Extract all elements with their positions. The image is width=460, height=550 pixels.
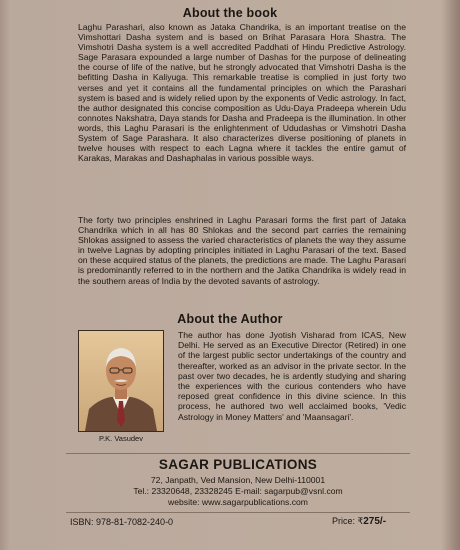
about-book-heading: About the book [182,6,278,20]
about-book-paragraph-2: The forty two principles enshrined in Laghu Parasari forms the first part of Jataka Chandrika which in all has 80 Shlokas and the second part carries the remaining Shlokas assigned to assess the varied characteristics of planets the way they assume in twelve Lagnas by adopting principles initiated in Laghu Parasari of the text. Based on these acquired status of the planets, the predictions are made. The Laghu Parasari is predominantly referred to in the northern and the Jatika Chandrika is widely read in the southern areas of India by the devoted savants of astrology. [78,215,406,286]
publisher-contact: Tel.: 23320648, 23328245 E-mail: sagarpub@vsnl.com [133,486,343,496]
author-photo [78,330,164,432]
price-label: Price: ₹ [332,516,364,526]
author-photo-caption: P.K. Vasudev [99,434,143,443]
publisher-info-box [66,453,410,513]
about-author-heading: About the Author [177,312,283,326]
price-tag [332,516,386,527]
spine-shadow [442,0,460,550]
about-book-paragraph-1: Laghu Parashari, also known as Jataka Chandrika, is an important treatise on the Vimshottari Dasha system and is based on Brihat Parasara Hora Shastra. The Vimshotri Dasha system is a well accredited Paddhati of Hindu Predictive Astrology. Sage Parasara expounded a large number of Dashas for the purpose of delineating the course of life of the native, but he strongly advocated that Vimshotri Dasha is the befitting Dasha in Kaliyuga. This remarkable treatise is complied in just forty two verses and yet it contains all the fundamental principles on which the Parashari system is based and is widely relied upon by the exponents of Vedic astrology. In fact, the author designated this concise composition as Udu-Daya Pradeepa wherein Udu connotes Nakshatra, Daya stands for Dasha and Pradeepa is the illumination. In other words, this Laghu Parasari is the enlightenment of Ududashas or Vimshotri Dasha System of Sage Parashara. It also characterizes diverse positioning of planets in twelve houses with respect to each Lagna where it tackles the entire gamut of Karakas, Marakas and Dashaphalas in various possible ways. [78,22,406,164]
publisher-name: SAGAR PUBLICATIONS [158,457,318,472]
price-value: 275/- [363,516,387,527]
publisher-website: website: www.sagarpublications.com [168,497,308,507]
about-author-paragraph: The author has done Jyotish Visharad from ICAS, New Delhi. He served as an Executive Director (Retired) in one of the largest public sector undertakings of the country and thereafter, worked as an advisor in the private sector. In the past over two decades, he is ardently studying and sharing the experiences with the curious contenders who have reposed great confidence in this divine science. In this process, he authored two well acclaimed books, 'Vedic Astrology in Money Matters' and 'Maansagari'. [178,330,406,422]
publisher-address: 72, Janpath, Ved Mansion, New Delhi-110001 [150,475,326,485]
isbn-number: ISBN: 978-81-7082-240-0 [70,517,174,527]
author-portrait-image [79,331,163,431]
